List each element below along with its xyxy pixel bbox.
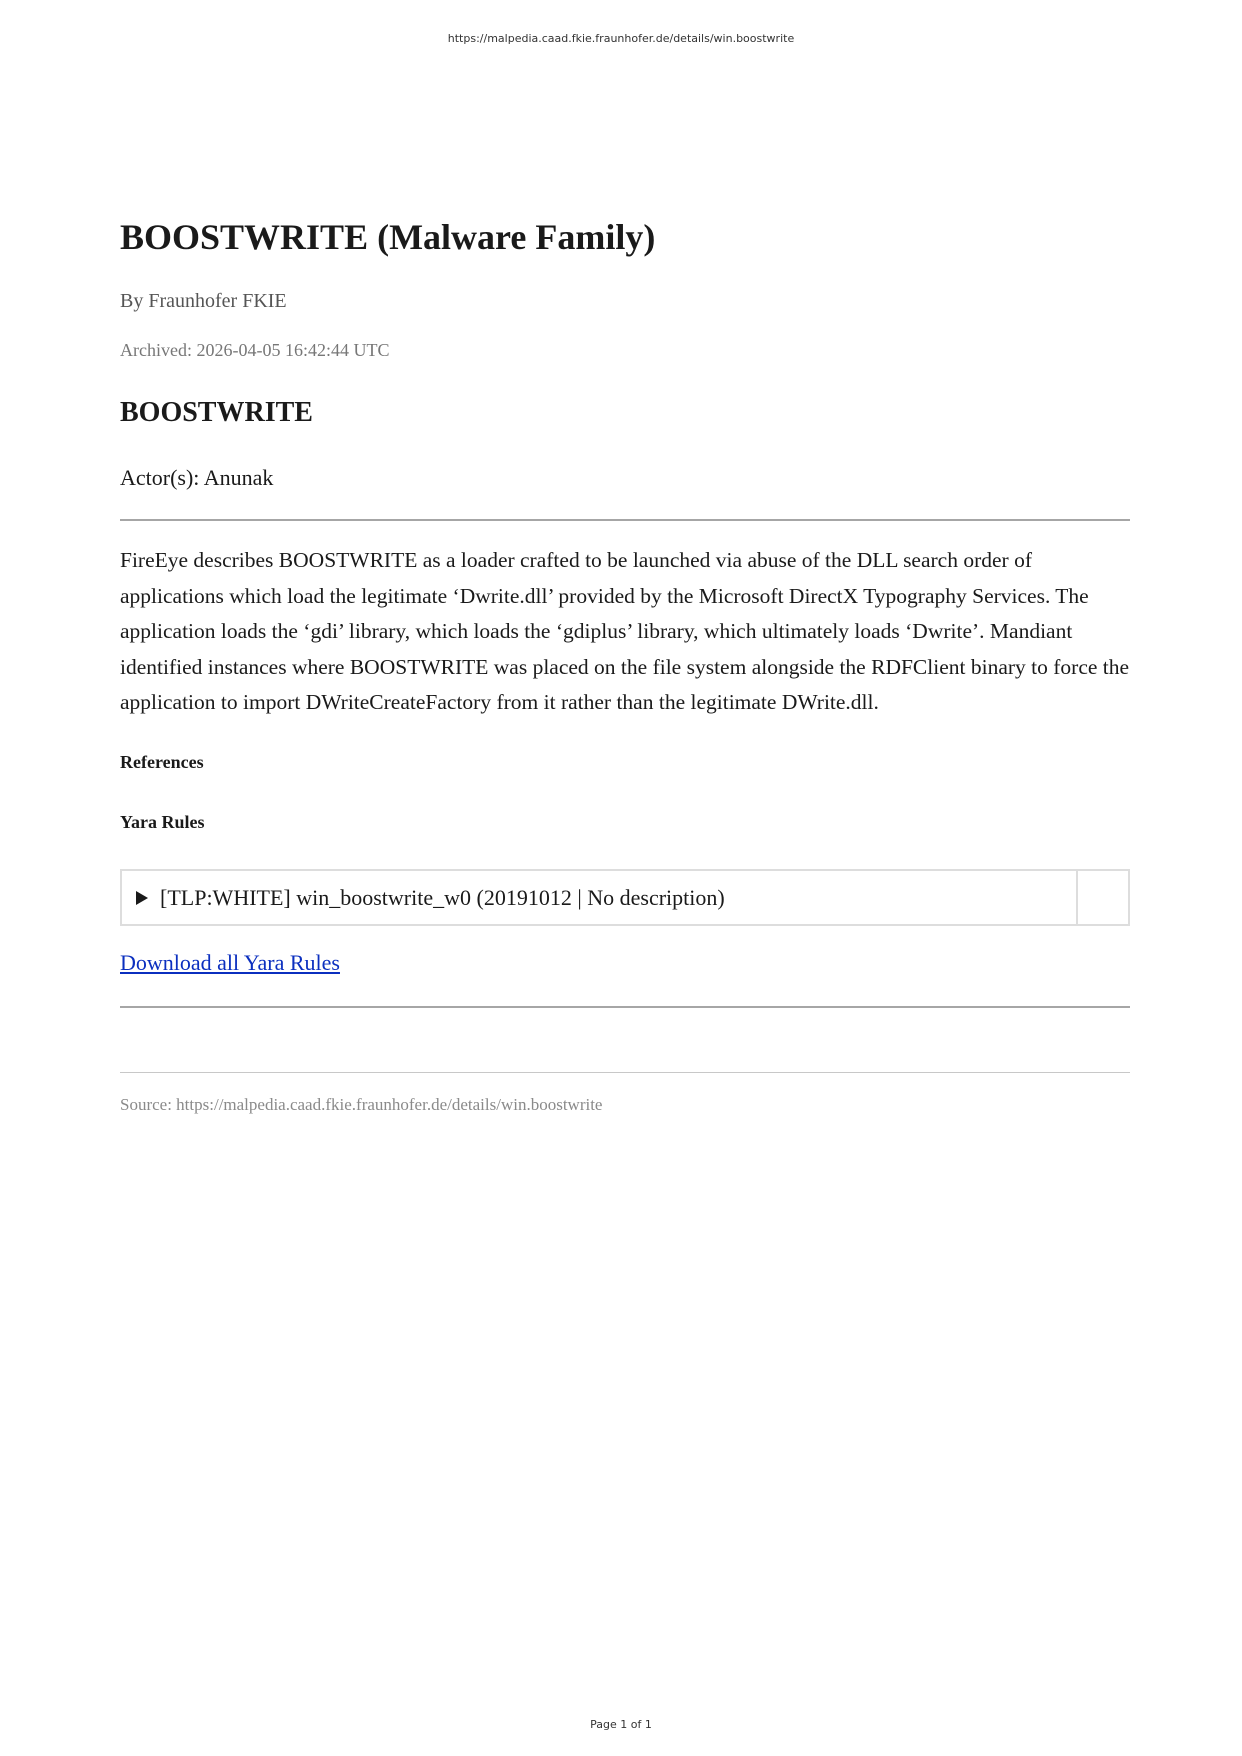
byline: By Fraunhofer FKIE	[120, 290, 287, 312]
family-description: FireEye describes BOOSTWRITE as a loader crafted to be launched via abuse of the DLL search order of applications which load the legitimate ‘Dwrite.dll’ provided by the Microsoft DirectX Typography Services. The application loads the ‘gdi’ library, which loads the ‘gdiplus’ library, which ultimately loads ‘Dwrite’. Mandiant identified instances where BOOSTWRITE was placed on the file system alongside the RDFClient binary to force the application to import DWriteCreateFactory from it rather than the legitimate DWrite.dll.	[120, 548, 1130, 714]
print-header-url: https://malpedia.caad.fkie.fraunhofer.de/details/win.boostwrite	[447, 32, 795, 45]
page-title: BOOSTWRITE (Malware Family)	[120, 217, 656, 257]
yara-rules-heading: Yara Rules	[120, 812, 205, 832]
download-yara-rules-link[interactable]: Download all Yara Rules	[120, 950, 340, 975]
yara-rule-side-cell	[1076, 871, 1128, 924]
divider	[120, 519, 1130, 521]
actors-line: Actor(s): Anunak	[120, 465, 274, 490]
yara-rules-table	[120, 869, 1130, 926]
divider	[120, 1006, 1130, 1008]
expand-triangle-icon[interactable]	[136, 891, 148, 905]
section-title: BOOSTWRITE	[120, 397, 313, 428]
archived-timestamp: Archived: 2026-04-05 16:42:44 UTC	[120, 340, 390, 360]
divider	[120, 1072, 1130, 1073]
page-number: Page 1 of 1	[590, 1718, 652, 1731]
yara-rule-label: [TLP:WHITE] win_boostwrite_w0 (20191012 | No description)	[160, 884, 725, 910]
references-heading: References	[120, 752, 204, 772]
source-url: Source: https://malpedia.caad.fkie.fraunhofer.de/details/win.boostwrite	[120, 1095, 603, 1114]
yara-rule-row[interactable]	[122, 871, 1076, 924]
